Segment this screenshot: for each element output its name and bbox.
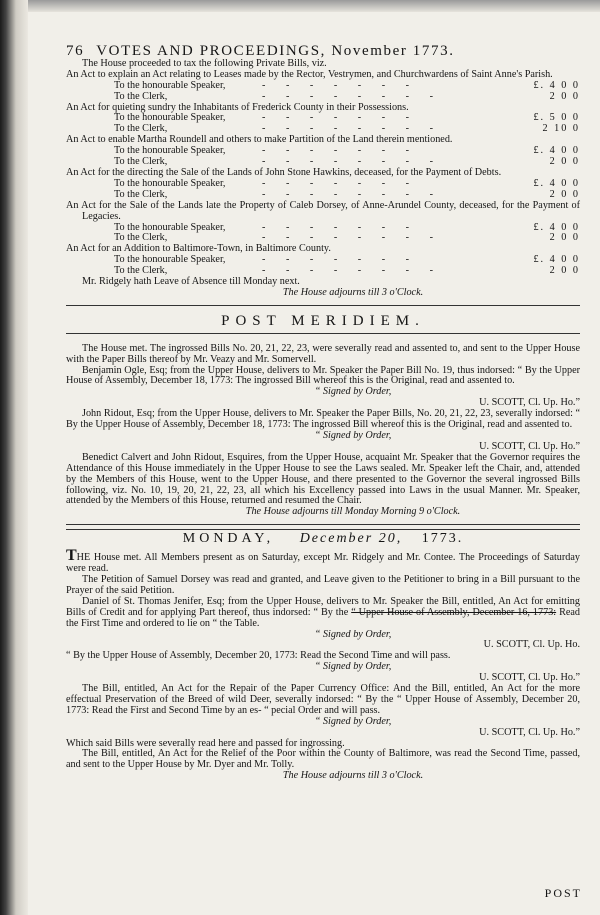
act-title: An Act for an Addition to Baltimore-Town, in Baltimore County. [66, 243, 331, 255]
fee-line: To the Clerk, - - - - - - - - 2 0 0 [114, 188, 580, 200]
paragraph-text: Read the First Time and ordered to lie on “ the Table. [66, 606, 580, 629]
fee-line: To the Clerk, - - - - - - - - 2 0 0 [114, 265, 580, 277]
act-entry [66, 70, 580, 103]
section-rule [66, 529, 580, 530]
fee-amount: 2 0 0 [549, 188, 580, 200]
paragraph: Benjamin Ogle, Esq; from the Upper House, delivers to Mr. Speaker the Paper Bill No. 19, thus indorsed: “ By the Upper House of Assembly, December 18, 1773: The ingrossed Bill whereof this is the Original, read and assented to. [66, 364, 580, 387]
section-heading: POST MERIDIEM. [221, 312, 425, 329]
signed-line: “ Signed by Order, [314, 628, 392, 640]
fee-line: To the honourable Speaker, - - - - - - - £. 4 0 0 [114, 145, 580, 157]
fee-amount: 2 0 0 [549, 156, 580, 168]
fee-label: To the honourable Speaker, [114, 79, 226, 91]
fee-label: To the Clerk, [114, 188, 168, 200]
paragraph [66, 547, 580, 575]
signed-line: “ Signed by Order, [314, 715, 392, 727]
running-title: VOTES AND PROCEEDINGS, November 1773. [96, 43, 455, 59]
fee-line: To the Clerk, - - - - - - - - 2 0 0 [114, 156, 580, 168]
signature: U. SCOTT, Cl. Up. Ho.” [479, 672, 580, 684]
adjournment-note: The House adjourns till 3 o'Clock. [282, 770, 424, 782]
fee-line: To the honourable Speaker, - - - - - - - £. 4 0 0 [114, 79, 580, 91]
act-entry [66, 168, 580, 201]
fee-amount: £. 4 0 0 [533, 79, 580, 91]
fee-amount: 2 0 0 [549, 90, 580, 102]
section-rule [66, 305, 580, 306]
fee-amount: 2 10 0 [542, 123, 580, 135]
section-rule [66, 524, 580, 525]
signature: U. SCOTT, Cl. Up. Ho. [483, 639, 580, 651]
binding-shadow [0, 0, 28, 915]
paragraph: The Petition of Samuel Dorsey was read and granted, and Leave given to the Petitioner to bring in a Bill pursuant to the Prayer of the said Petition. [66, 573, 580, 596]
paragraph: Which said Bills were severally read here and passed for ingrossing. [66, 737, 345, 749]
fee-amount: £. 5 0 0 [533, 112, 580, 124]
fee-label: To the honourable Speaker, [114, 221, 226, 233]
adjournment-note: The House adjourns till 3 o'Clock. [282, 286, 424, 298]
signature: U. SCOTT, Cl. Up. Ho.” [479, 397, 580, 409]
fee-amount: £. 4 0 0 [533, 145, 580, 157]
struck-text: “ Upper House of Assembly, December 16, 1773: [351, 606, 557, 618]
private-bills-intro: The House proceeded to tax the following Private Bills, viz. [82, 57, 327, 69]
drop-initial: T [66, 547, 77, 565]
paragraph: Benedict Calvert and John Ridout, Esquires, from the Upper House, acquaint Mr. Speaker that the Governor requires the Attendance of this House immediately in the Upper House to see the Laws sealed. Mr. Speaker left the Chair, and, attended by the Members of this House, went to the Upper House, and there presented to the Governor the several ingrossed Bills following, viz. No. 10, 19, 20, 21, 22, 23, all which his Excellency passed into Laws in the usual Manner. Mr. Speaker, attended by the Members of this House, returned and resumed the Chair. [66, 451, 580, 507]
section-rule [66, 333, 580, 334]
adjournment-note: The House adjourns till Monday Morning 9 o'Clock. [245, 506, 461, 518]
leave-of-absence: Mr. Ridgely hath Leave of Absence till Monday next. [82, 276, 300, 288]
paragraph: The Bill, entitled, An Act for the Repair of the Paper Currency Office: And the Bill, entitled, An Act for the more effectual Preservation of the Breed of wild Deer, severally indorsed: “ By the “ Upper House of Assembly, December 20, 1773: Read the First and Second Time by an es- “ pecial Order and will pass. [66, 683, 580, 716]
fee-label: To the honourable Speaker, [114, 145, 226, 157]
page-number: 76 [66, 43, 85, 59]
fee-label: To the Clerk, [114, 90, 168, 102]
fee-label: To the Clerk, [114, 156, 168, 168]
signed-line: “ Signed by Order, [314, 430, 392, 441]
fee-line: To the honourable Speaker, - - - - - - - £. 5 0 0 [114, 112, 580, 124]
signature: U. SCOTT, Cl. Up. Ho.” [479, 440, 580, 452]
fee-amount: £. 4 0 0 [533, 221, 580, 233]
catchword: POST [544, 886, 582, 900]
paragraph: John Ridout, Esq; from the Upper House, delivers to Mr. Speaker the Paper Bills, No. 20, 21, 22, 23, severally indorsed: “ By the Upper House of Assembly, December 18, 1773: The ingrossed Bill whereof this is the Original, read and assented to. [66, 408, 580, 431]
fee-line: To the honourable Speaker, - - - - - - - £. 4 0 0 [114, 221, 580, 233]
day-date: December 20, [299, 531, 403, 547]
fee-line: To the Clerk, - - - - - - - - 2 0 0 [114, 232, 580, 244]
day-heading [66, 531, 580, 547]
fee-label: To the Clerk, [114, 265, 168, 277]
day-year: 1773. [421, 531, 464, 547]
act-title: An Act for the Sale of the Lands late the Property of Caleb Dorsey, of Anne-Arundel County, deceased, for the Payment of Legacies. [66, 199, 580, 222]
act-entry [66, 103, 580, 136]
act-title: An Act for the directing the Sale of the Lands of John Stone Hawkins, deceased, for the Payment of Debts. [66, 166, 502, 178]
running-head [66, 43, 580, 59]
signed-line: “ Signed by Order, [314, 386, 392, 398]
top-edge-shadow [28, 0, 600, 12]
paragraph-text: HE House met. All Members present as on Saturday, except Mr. Ridgely and Mr. Contee. The Proceedings of Saturday were read. [66, 552, 580, 575]
paragraph: The House met. The ingrossed Bills No. 20, 21, 22, 23, were severally read and assented to, and sent to the Upper House with the Paper Bills thereof by Mr. Veazy and Mr. Somervell. [66, 342, 580, 365]
day-name: MONDAY, [182, 531, 275, 547]
act-title: An Act for quieting sundry the Inhabitants of Frederick County in their Possessions. [66, 101, 409, 113]
fee-amount: 2 0 0 [549, 265, 580, 277]
fee-label: To the honourable Speaker, [114, 112, 226, 124]
signed-line: “ Signed by Order, [314, 661, 392, 673]
act-entry [66, 244, 580, 277]
fee-amount: £. 4 0 0 [533, 254, 580, 266]
fee-label: To the Clerk, [114, 123, 168, 135]
act-entry [66, 201, 580, 245]
paragraph-text: Daniel of St. Thomas Jenifer, Esq; from the Upper House, delivers to Mr. Speaker the Bill, entitled, An Act for emitting Bills of Credit and for applying Part thereof, thus indorsed: “ By the [66, 595, 580, 618]
paragraph: “ By the Upper House of Assembly, December 20, 1773: Read the Second Time and will pass. [66, 650, 451, 662]
fee-line: To the honourable Speaker, - - - - - - - £. 4 0 0 [114, 177, 580, 189]
fee-line: To the Clerk, - - - - - - - - 2 0 0 [114, 90, 580, 102]
act-entry [66, 135, 580, 168]
page-content [66, 43, 580, 782]
fee-amount: 2 0 0 [549, 232, 580, 244]
paragraph: The Bill, entitled, An Act for the Relief of the Poor within the County of Baltimore, was read the Second Time, passed, and sent to the Upper House by Mr. Dyer and Mr. Tolly. [66, 748, 580, 771]
signature: U. SCOTT, Cl. Up. Ho.” [479, 726, 580, 738]
paragraph [66, 597, 580, 630]
act-title: An Act to enable Martha Roundell and others to make Partition of the Land therein mentioned. [66, 134, 453, 146]
act-title: An Act to explain an Act relating to Leases made by the Rector, Vestrymen, and Churchwardens of Saint Anne's Parish. [66, 68, 553, 80]
fee-amount: £. 4 0 0 [533, 177, 580, 189]
fee-line: To the Clerk, - - - - - - - - 2 10 0 [114, 123, 580, 135]
fee-label: To the honourable Speaker, [114, 177, 226, 189]
fee-line: To the honourable Speaker, - - - - - - - £. 4 0 0 [114, 254, 580, 266]
fee-label: To the Clerk, [114, 232, 168, 244]
fee-label: To the honourable Speaker, [114, 254, 226, 266]
